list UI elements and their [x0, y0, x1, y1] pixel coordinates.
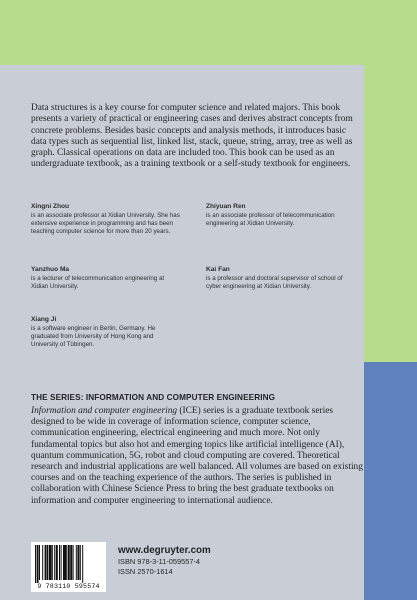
- series-description: [31, 406, 363, 507]
- author-name: Zhiyuan Ren: [206, 203, 246, 210]
- right-blue-strip: [364, 362, 417, 600]
- series-body: (ICE) series is a graduate textbook series designed to be wide in coverage of information science, computer science, communication engineering, electrical engineering and much more. Not only fundamental topics but also hot and emerging topics like artificial intelligence (AI), quantum communication, 5G, robot and cloud computing are covered. Theoretical research and industrial applications are well balanced. All volumes are based on existing courses and on the teaching experience of the authors. The series is published in collaboration with Chinese Science Press to bring the best graduate textbooks on information and computer engineering to international audience.: [31, 406, 363, 506]
- author-bio-xiang-ji: [31, 316, 181, 349]
- author-name: Kai Fan: [206, 266, 230, 273]
- publisher-url: www.degruyter.com: [118, 545, 211, 556]
- author-bio-zhiyuan-ren: [206, 203, 356, 228]
- barcode-bar: [59, 545, 60, 580]
- barcode-bar: [37, 545, 39, 583]
- author-bio-xingni-zhou: [31, 203, 181, 236]
- author-bio-text: is a professor and doctoral supervisor of school of cyber engineering at Xidian University.: [206, 274, 343, 290]
- barcode-bar: [66, 545, 67, 580]
- author-bio-text: is an associate professor of telecommunication engineering at Xidian University.: [206, 211, 335, 227]
- barcode-bar: [56, 545, 58, 580]
- author-bio-text: is a lecturer of telecommunication engineering at Xidian University.: [31, 274, 165, 290]
- author-bio-text: is an associate professor at Xidian University. She has extensive experience in programming and has been teaching computer science for more than 20 years.: [31, 211, 180, 235]
- barcode-bar: [82, 545, 83, 583]
- barcode-bar: [45, 545, 47, 580]
- barcode-bar: [42, 545, 43, 580]
- barcode-digits: 9 783110 595574: [37, 583, 100, 590]
- book-description: Data structures is a key course for computer science and related majors. This book presents a variety of practical or engineering cases and derives abstract concepts from concrete problems. Besides basic concepts and analysis methods, it introduces basic data types such as sequential list, linked list, stack, queue, string, array, tree as well as graph. Classical operations on data are included too. This book can be used as an undergraduate textbook, as a training textbook or a self-study textbook for engineers.: [31, 103, 353, 170]
- barcode-bar: [63, 545, 66, 580]
- isbn-number: ISBN 978-3-11-059557-4: [118, 557, 201, 566]
- author-bio-yanzhuo-ma: [31, 266, 181, 291]
- barcode-bar: [61, 545, 62, 580]
- publisher-info: [118, 545, 318, 577]
- barcode-bar: [76, 545, 77, 580]
- author-name: Xingni Zhou: [31, 203, 70, 210]
- barcode-bar: [35, 545, 36, 583]
- top-green-band: [0, 0, 417, 65]
- barcode-bar: [49, 545, 52, 580]
- barcode: [31, 542, 106, 592]
- barcode-bar: [73, 545, 74, 580]
- barcode-bar: [52, 545, 53, 580]
- barcode-bar: [39, 545, 40, 580]
- right-green-strip: [364, 0, 417, 362]
- barcode-bar: [47, 545, 48, 580]
- author-name: Xiang Ji: [31, 316, 57, 323]
- barcode-bar: [70, 545, 72, 580]
- author-bio-kai-fan: [206, 266, 356, 291]
- barcode-bar: [80, 545, 81, 580]
- series-lead: Information and computer engineering: [31, 406, 178, 416]
- series-heading: THE SERIES: INFORMATION AND COMPUTER ENGINEERING: [31, 393, 276, 402]
- author-bio-text: is a software engineer in Berlin, Germany. He graduated from University of Hong Kong and University of Tübingen.: [31, 324, 156, 348]
- issn-number: ISSN 2570-1614: [118, 567, 173, 576]
- barcode-bar: [68, 545, 70, 580]
- author-name: Yanzhuo Ma: [31, 266, 70, 273]
- barcode-bar: [77, 545, 79, 580]
- barcode-bars: [34, 545, 103, 583]
- barcode-bar: [54, 545, 55, 580]
